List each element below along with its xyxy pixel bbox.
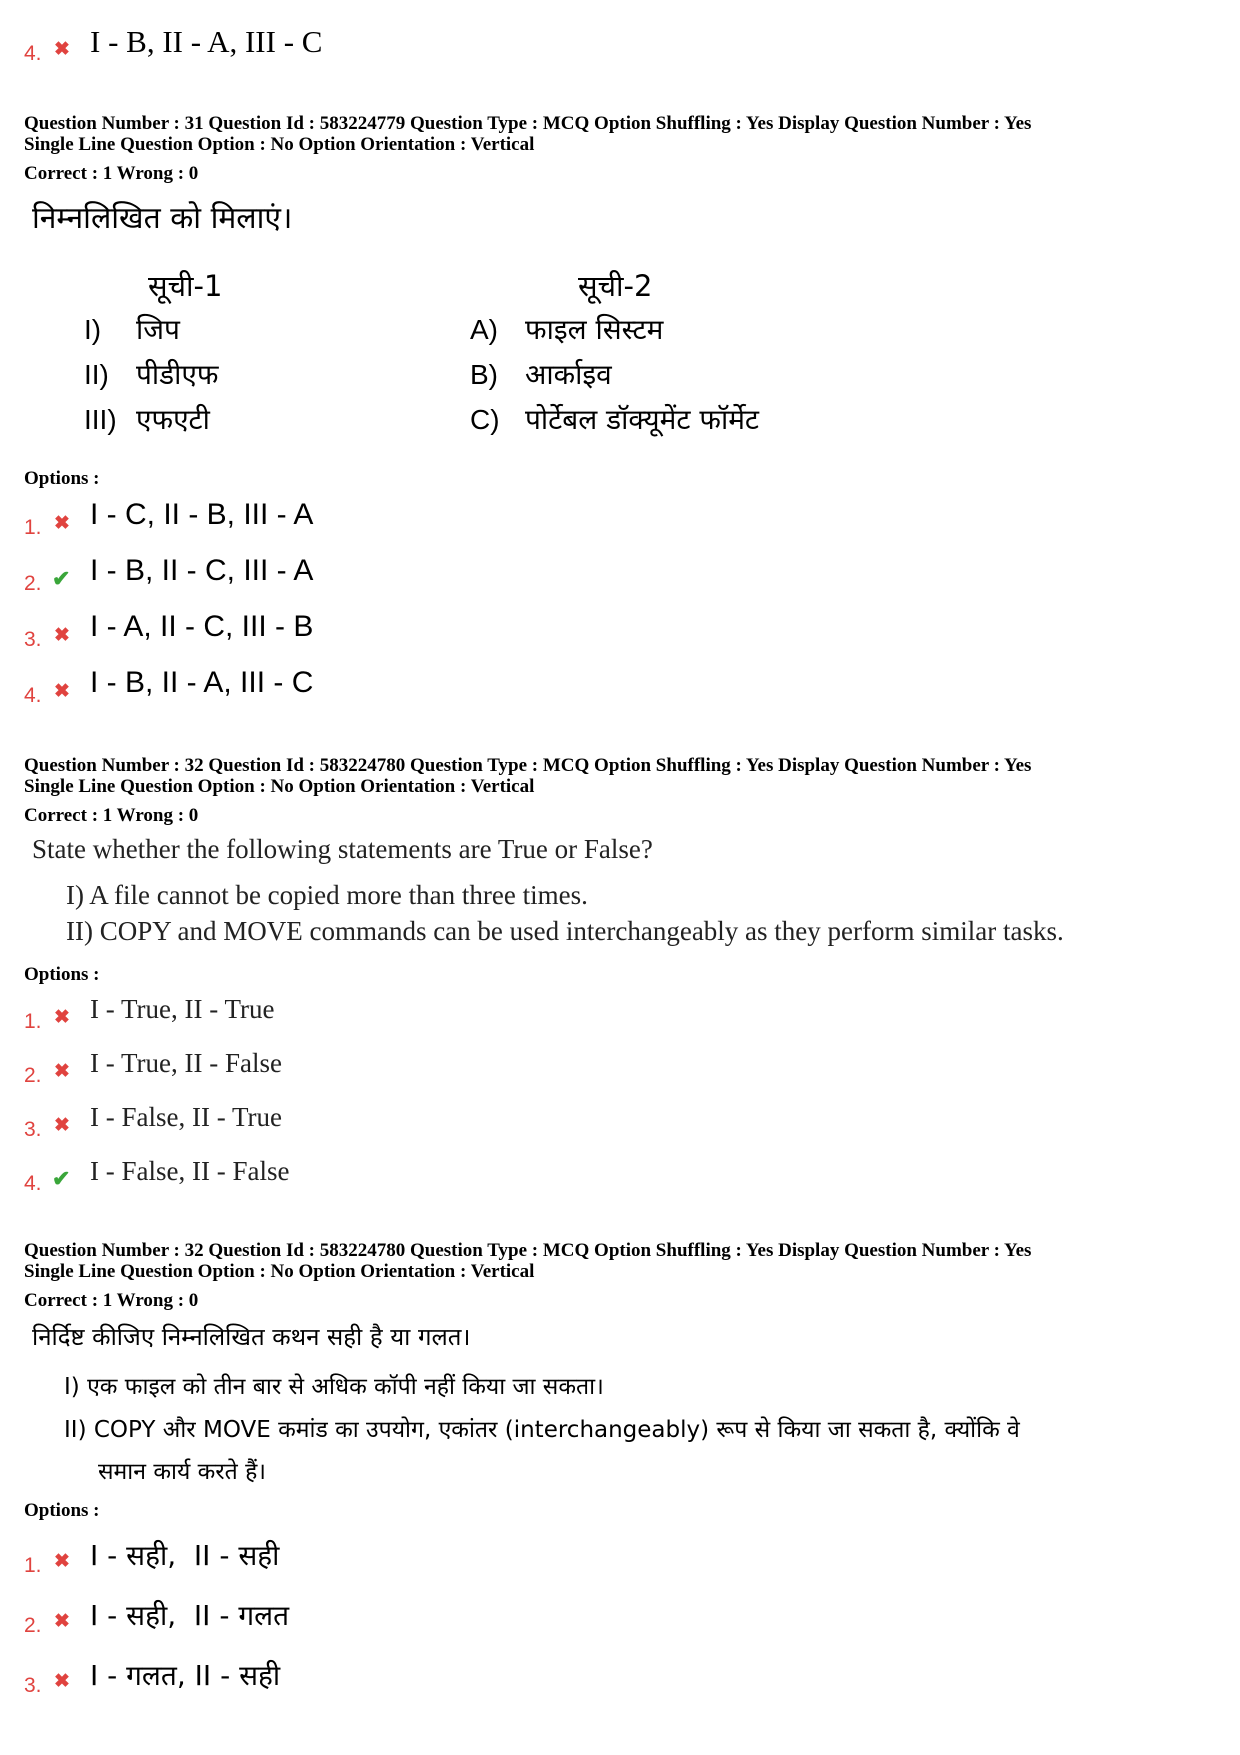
wrong-mark-icon: ✖ [54, 1006, 70, 1028]
wrong-mark-icon: ✖ [54, 624, 70, 646]
option-2 [24, 1048, 524, 1098]
marks-info: Correct : 1 Wrong : 0 [24, 163, 199, 184]
marks-info: Correct : 1 Wrong : 0 [24, 1290, 199, 1311]
wrong-mark-icon: ✖ [54, 1610, 70, 1632]
list2-value: फाइल सिस्टम [525, 313, 664, 346]
option-text: I - B, II - C, III - A [90, 554, 314, 587]
option-number: 2. [24, 1064, 42, 1087]
option-1 [24, 498, 524, 548]
option-number: 2. [24, 1614, 42, 1637]
option-number: 2. [24, 572, 42, 595]
option-text: I - A, II - C, III - B [90, 610, 314, 643]
question-meta: Question Number : 31 Question Id : 583224779 Question Type : MCQ Option Shuffling : Yes Display Question Number : Yes [24, 113, 1032, 134]
list1-heading: सूची-1 [148, 269, 223, 303]
list1-value: पीडीएफ [136, 358, 219, 391]
option-number: 3. [24, 628, 42, 651]
option-number: 1. [24, 1554, 42, 1577]
option-text: I - सही, II - सही [90, 1539, 280, 1572]
question-meta: Question Number : 32 Question Id : 583224780 Question Type : MCQ Option Shuffling : Yes Display Question Number : Yes [24, 1240, 1032, 1261]
option-number: 4. [24, 1172, 42, 1195]
question-meta: Single Line Question Option : No Option Orientation : Vertical [24, 1261, 535, 1282]
list1-key: I) [84, 314, 102, 345]
list1-value: एफएटी [136, 403, 210, 436]
question-stem: निम्नलिखित को मिलाएं। [32, 201, 293, 236]
list2-value: पोर्टेबल डॉक्यूमेंट फॉर्मेट [525, 403, 760, 436]
option-2 [24, 554, 524, 604]
option-number: 1. [24, 1010, 42, 1033]
wrong-mark-icon: ✖ [54, 1114, 70, 1136]
list2-key: B) [470, 359, 498, 390]
question-meta: Single Line Question Option : No Option Orientation : Vertical [24, 776, 535, 797]
wrong-mark-icon: ✖ [54, 680, 70, 702]
list2-value: आर्काइव [525, 358, 612, 391]
statement-2: II) COPY और MOVE कमांड का उपयोग, एकांतर (interchangeably) रूप से किया जा सकता है, क्योंकि वे [64, 1417, 1020, 1443]
list1-value: जिप [136, 313, 180, 346]
options-label: Options : [24, 1500, 100, 1521]
list1-key: II) [84, 359, 109, 390]
statement-2-continued: समान कार्य करते हैं। [98, 1459, 267, 1485]
option-text: I - False, II - True [90, 1102, 282, 1132]
option-number: 4. [24, 684, 42, 707]
question-stem: State whether the following statements are True or False? [32, 834, 653, 864]
option-text: I - B, II - A, III - C [90, 24, 323, 59]
option-1 [24, 1536, 524, 1586]
option-3 [24, 1656, 524, 1706]
options-label: Options : [24, 964, 100, 985]
option-number: 4. [24, 42, 42, 65]
option-text: I - True, II - False [90, 1048, 282, 1078]
statement-1: I) एक फाइल को तीन बार से अधिक कॉपी नहीं किया जा सकता। [64, 1374, 604, 1400]
option-text: I - True, II - True [90, 994, 275, 1024]
wrong-mark-icon: ✖ [54, 512, 70, 534]
correct-check-icon: ✔ [52, 1166, 71, 1192]
statement-1: I) A file cannot be copied more than three times. [66, 880, 588, 910]
options-label: Options : [24, 468, 100, 489]
question-meta: Question Number : 32 Question Id : 583224780 Question Type : MCQ Option Shuffling : Yes Display Question Number : Yes [24, 755, 1032, 776]
question-stem: निर्दिष्ट कीजिए निम्नलिखित कथन सही है या गलत। [32, 1323, 471, 1351]
option-text: I - B, II - A, III - C [90, 666, 314, 699]
option-1 [24, 994, 524, 1044]
option-number: 3. [24, 1674, 42, 1697]
list2-heading: सूची-2 [578, 269, 653, 303]
option-text: I - C, II - B, III - A [90, 498, 314, 531]
list2-key: A) [470, 314, 498, 345]
option-text: I - गलत, II - सही [90, 1659, 281, 1692]
option-4 [24, 1156, 524, 1206]
statement-2: II) COPY and MOVE commands can be used interchangeably as they perform similar tasks. [66, 916, 1064, 946]
option-text: I - सही, II - गलत [90, 1599, 290, 1632]
marks-info: Correct : 1 Wrong : 0 [24, 805, 199, 826]
option-text: I - False, II - False [90, 1156, 290, 1186]
option-number: 1. [24, 516, 42, 539]
option-4 [24, 666, 524, 716]
wrong-mark-icon: ✖ [54, 1670, 70, 1692]
option-number: 3. [24, 1118, 42, 1141]
list1-key: III) [84, 404, 117, 435]
wrong-mark-icon: ✖ [54, 1550, 70, 1572]
option-3 [24, 610, 524, 660]
option-2 [24, 1596, 524, 1646]
wrong-mark-icon: ✖ [54, 1060, 70, 1082]
option-3 [24, 1102, 524, 1152]
question-meta: Single Line Question Option : No Option Orientation : Vertical [24, 134, 535, 155]
correct-check-icon: ✔ [52, 566, 71, 592]
wrong-mark-icon: ✖ [54, 38, 70, 60]
list2-key: C) [470, 404, 500, 435]
